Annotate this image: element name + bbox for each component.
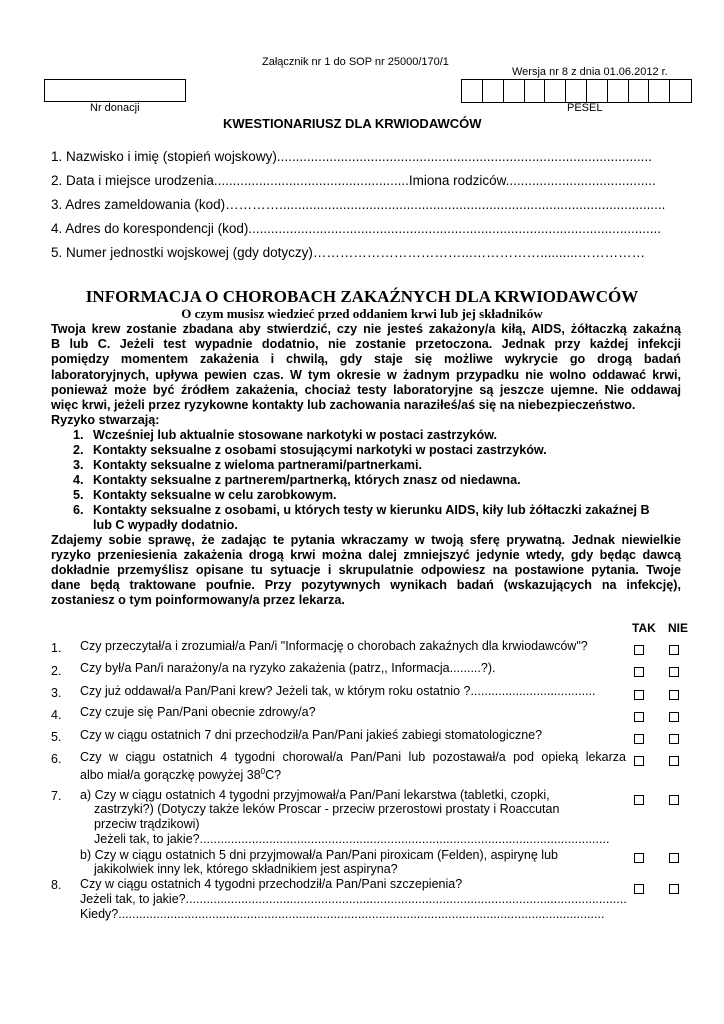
risk-item: Kontakty seksualne z osobami, u których testy w kierunku AIDS, kiły lub żółtaczki zakaźnej B <box>93 503 650 517</box>
question-number: 6. <box>51 752 62 766</box>
answer-no-header: NIE <box>668 621 689 635</box>
info-para1-line: pomiędzy momentem zakażenia i chwilą, gdy staje się możliwe wykrycie go drogą badań <box>51 352 681 366</box>
pesel-digit-cell[interactable] <box>524 80 545 102</box>
risk-item-cont: lub C wypadły dodatnio. <box>93 518 238 532</box>
question-5-yes-checkbox[interactable] <box>634 734 644 744</box>
risk-num: 4. <box>73 473 84 487</box>
info-para1-line: laboratoryjnych, upływa pewien czas. W tym okresie w żadnym przypadku nie wolno oddawać krwi, <box>51 368 681 382</box>
info-para2-line: dane będą traktowane poufnie. Przy pozytywnych wynikach badań (wskazujących na infekcję), <box>51 578 681 592</box>
attachment-note: Załącznik nr 1 do SOP nr 25000/170/1 <box>262 56 449 68</box>
info-title: INFORMACJA O CHOROBACH ZAKAŹNYCH DLA KRWIODAWCÓW <box>85 287 639 306</box>
question-3-yes-checkbox[interactable] <box>634 690 644 700</box>
field-name[interactable]: 1. Nazwisko i imię (stopień wojskowy).................................................................................................... <box>51 149 652 164</box>
degree-superscript: 0 <box>260 767 266 776</box>
question-6-text-main: albo miał/a gorączkę powyżej 38 <box>80 768 261 783</box>
info-para1-line: więc krwi, jeżeli przez ryzykowne kontakty lub zachowania naraziłeś/aś się na niebezpieczeństwo. <box>51 398 636 412</box>
question-number: 1. <box>51 641 62 655</box>
question-number: 7. <box>51 789 62 803</box>
risk-item: Kontakty seksualne z osobami stosującymi narkotyki w postaci zastrzyków. <box>93 443 547 457</box>
question-1-no-checkbox[interactable] <box>669 645 679 655</box>
info-para2-line: zostaniesz o tym poinformowany/a przez lekarza. <box>51 593 345 607</box>
pesel-digit-cell[interactable] <box>483 80 504 102</box>
question-number: 3. <box>51 686 62 700</box>
risk-num: 1. <box>73 428 84 442</box>
question-4-no-checkbox[interactable] <box>669 712 679 722</box>
question-4-text: Czy czuje się Pan/Pani obecnie zdrowy/a? <box>80 705 316 719</box>
field-registered-address[interactable]: 3. Adres zameldowania (kod)…………....................................................................................................... <box>51 197 666 212</box>
question-8-text: Czy w ciągu ostatnich 4 tygodni przechodził/a Pan/Pani szczepienia? <box>80 877 463 891</box>
question-4-yes-checkbox[interactable] <box>634 712 644 722</box>
question-7b-yes-checkbox[interactable] <box>634 853 644 863</box>
question-5-no-checkbox[interactable] <box>669 734 679 744</box>
pesel-digit-cell[interactable] <box>608 80 629 102</box>
field-correspondence-address[interactable]: 4. Adres do korespondencji (kod).............................................................................................................. <box>51 221 661 236</box>
question-7a-text: zastrzyki?) (Dotyczy także leków Proscar - przeciw przerostowi prostaty i Roaccutan <box>94 802 560 816</box>
question-1-yes-checkbox[interactable] <box>634 645 644 655</box>
question-number: 4. <box>51 708 62 722</box>
info-para2-line: ryzyko przeniesienia zakażenia drogą krwi można dalej zmniejszyć jedynie wtedy, gdy będąc dawcą <box>51 548 681 562</box>
question-3-text: Czy już oddawał/a Pan/Pani krew? Jeżeli tak, w którym roku ostatnio ?.................................... <box>80 684 596 698</box>
pesel-input[interactable] <box>461 79 692 103</box>
pesel-digit-cell[interactable] <box>462 80 483 102</box>
risk-item: Kontakty seksualne z wieloma partnerami/partnerkami. <box>93 458 422 472</box>
question-1-text: Czy przeczytał/a i zrozumiał/a Pan/i "Informację o chorobach zakaźnych dla krwiodawców"? <box>80 639 588 653</box>
pesel-digit-cell[interactable] <box>504 80 525 102</box>
donation-number-label: Nr donacji <box>90 102 140 114</box>
info-para2-line: dokładnie przemyślisz opisane tu sytuacje i skrupulatnie odpowiesz na postawione pytania. Twoje <box>51 563 681 577</box>
field-birth[interactable]: 2. Data i miejsce urodzenia....................................................Imiona rodziców........................................ <box>51 173 656 188</box>
question-2-yes-checkbox[interactable] <box>634 667 644 677</box>
question-number: 2. <box>51 664 62 678</box>
question-6-yes-checkbox[interactable] <box>634 756 644 766</box>
risk-num: 2. <box>73 443 84 457</box>
info-subtitle: O czym musisz wiedzieć przed oddaniem krwi lub jej składników <box>181 306 543 321</box>
question-8-detail-field[interactable]: Jeżeli tak, to jakie?............................................................................................................................... <box>80 892 627 906</box>
risk-title: Ryzyko stwarzają: <box>51 413 160 427</box>
question-7b-no-checkbox[interactable] <box>669 853 679 863</box>
answer-yes-header: TAK <box>632 621 656 635</box>
pesel-digit-cell[interactable] <box>649 80 670 102</box>
info-para1-line: Twoja krew zostanie zbadana aby stwierdzić, czy nie jesteś zakażony/a kiłą, AIDS, żółtaczką zakaźną <box>51 322 681 336</box>
question-7b-text: jakikolwiek inny lek, którego składnikiem jest aspiryna? <box>94 862 398 876</box>
question-6-text-cont <box>80 765 281 782</box>
pesel-label: PESEL <box>567 102 603 114</box>
risk-num: 3. <box>73 458 84 472</box>
question-7a-text: przeciw trądzikowi) <box>94 817 200 831</box>
question-6-no-checkbox[interactable] <box>669 756 679 766</box>
risk-num: 5. <box>73 488 84 502</box>
pesel-digit-cell[interactable] <box>545 80 566 102</box>
question-7a-no-checkbox[interactable] <box>669 795 679 805</box>
info-para2-line: Zdajemy sobie sprawę, że zadając te pytania wkraczamy w twoją sferę prywatną. Jednak niewielkie <box>51 533 681 547</box>
info-para1-line: ponieważ może być źródłem zakażenia, chociaż testy laboratoryjne są jeszcze ujemne. Nie oddawaj <box>51 383 681 397</box>
question-2-no-checkbox[interactable] <box>669 667 679 677</box>
question-7a-yes-checkbox[interactable] <box>634 795 644 805</box>
version-note: Wersja nr 8 z dnia 01.06.2012 r. <box>512 66 668 78</box>
question-2-text: Czy był/a Pan/i narażony/a na ryzyko zakażenia (patrz,, Informacja.........?). <box>80 661 496 675</box>
risk-item: Kontakty seksualne w celu zarobkowym. <box>93 488 337 502</box>
question-8-date-field[interactable]: Kiedy?............................................................................................................................................ <box>80 907 605 921</box>
question-number: 8. <box>51 878 62 892</box>
question-3-no-checkbox[interactable] <box>669 690 679 700</box>
pesel-digit-cell[interactable] <box>587 80 608 102</box>
question-7b-text: b) Czy w ciągu ostatnich 5 dni przyjmował/a Pan/Pani piroxicam (Felden), aspirynę lub <box>80 848 558 862</box>
question-5-text: Czy w ciągu ostatnich 7 dni przechodził/a Pan/Pani jakieś zabiegi stomatologiczne? <box>80 728 543 742</box>
risk-num: 6. <box>73 503 84 517</box>
info-para1-line: B lub C. Jeżeli test wypadnie dodatnio, nie zostanie przetoczona. Jednak przy każdej infekcji <box>51 337 681 351</box>
donation-number-input[interactable] <box>44 79 186 102</box>
question-6-text: Czy w ciągu ostatnich 4 tygodni chorował/a Pan/Pani lub pozostawał/a pod opieką lekarza <box>80 750 626 764</box>
risk-item: Kontakty seksualne z partnerem/partnerką, których znasz od niedawna. <box>93 473 521 487</box>
field-military-unit[interactable]: 5. Numer jednostki wojskowej (gdy dotyczy)……………………………...……………..........…………… <box>51 245 646 260</box>
question-7a-text: a) Czy w ciągu ostatnich 4 tygodni przyjmował/a Pan/Pani lekarstwa (tabletki, czopki, <box>80 788 550 802</box>
pesel-digit-cell[interactable] <box>628 80 649 102</box>
question-7a-detail-field[interactable]: Jeżeli tak, to jakie?...................................................................................................................... <box>94 832 610 846</box>
pesel-digit-cell[interactable] <box>566 80 587 102</box>
question-8-yes-checkbox[interactable] <box>634 884 644 894</box>
form-title: KWESTIONARIUSZ DLA KRWIODAWCÓW <box>223 116 482 131</box>
question-8-no-checkbox[interactable] <box>669 884 679 894</box>
question-6-unit: C? <box>265 768 282 783</box>
risk-item: Wcześniej lub aktualnie stosowane narkotyki w postaci zastrzyków. <box>93 428 498 442</box>
question-number: 5. <box>51 730 62 744</box>
